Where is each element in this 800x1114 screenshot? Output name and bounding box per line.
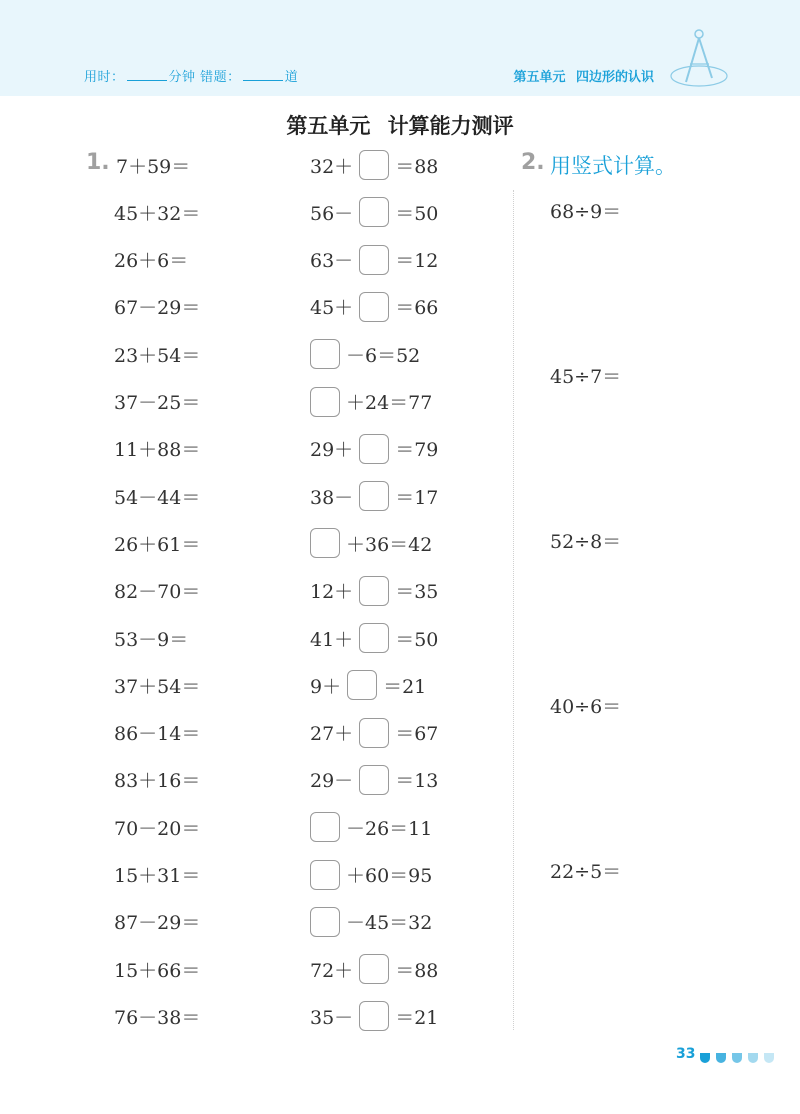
equation-2: 45＋32＝ <box>114 202 201 225</box>
equation-10: 82－70＝ <box>114 581 201 604</box>
answer-box[interactable] <box>347 670 377 700</box>
equation-right-part: ＝88 <box>395 155 439 178</box>
equation-17: 87－29＝ <box>114 912 201 935</box>
equation-19: 76－38＝ <box>114 1006 201 1029</box>
missing-number-equation-16 <box>304 860 432 890</box>
equation-7: 11＋88＝ <box>114 439 201 462</box>
missing-number-equation-13 <box>310 718 438 748</box>
errors-blank <box>243 68 283 81</box>
equation-14: 83＋16＝ <box>114 770 201 793</box>
equation-4: 67－29＝ <box>114 297 201 320</box>
equation-3: 26＋6＝ <box>114 250 189 273</box>
equation-1: 7＋59＝ <box>116 155 191 178</box>
equation-left-part: 56－ <box>310 202 354 225</box>
equation-right-part: ＝35 <box>395 581 439 604</box>
equation-right-part: ＝66 <box>395 297 439 320</box>
answer-box[interactable] <box>359 1001 389 1031</box>
page-decoration <box>700 1048 780 1067</box>
equation-left-part: 9＋ <box>310 675 342 698</box>
equation-right-part: ＋24＝77 <box>346 392 433 414</box>
equation-13: 86－14＝ <box>114 723 201 746</box>
page-number: 33 <box>676 1046 696 1062</box>
equation-right-part: ＋36＝42 <box>346 533 433 556</box>
answer-box[interactable] <box>359 718 389 748</box>
answer-box[interactable] <box>310 387 340 417</box>
answer-box[interactable] <box>359 765 389 795</box>
errors-label: 错题： <box>200 70 241 85</box>
missing-number-equation-2 <box>310 197 438 227</box>
equation-12: 37＋54＝ <box>114 675 201 698</box>
missing-number-equation-10 <box>310 576 438 606</box>
answer-box[interactable] <box>359 481 389 511</box>
section-2-title: 用竖式计算。 <box>550 154 676 178</box>
missing-number-equation-5 <box>304 339 420 369</box>
equation-18: 15＋66＝ <box>114 959 201 982</box>
missing-number-equation-12 <box>310 670 426 700</box>
time-blank <box>127 68 167 81</box>
compass-icon <box>664 24 734 94</box>
missing-number-equation-4 <box>310 292 438 322</box>
answer-box[interactable] <box>359 623 389 653</box>
equation-11: 53－9＝ <box>114 628 189 651</box>
division-problem-3: 52÷8＝ <box>550 530 622 553</box>
drop-icon <box>764 1053 774 1063</box>
answer-box[interactable] <box>359 150 389 180</box>
equation-left-part: 32＋ <box>310 155 354 178</box>
equation-right-part: ＋60＝95 <box>346 865 433 887</box>
equation-right-part: ＝67 <box>395 723 439 746</box>
chapter-label: 四边形的认识 <box>575 70 654 85</box>
equation-right-part: －6＝52 <box>346 344 421 367</box>
equation-left-part: 63－ <box>310 250 354 273</box>
equation-left-part: 29－ <box>310 770 354 793</box>
division-problem-2: 45÷7＝ <box>550 365 622 388</box>
equation-left-part: 12＋ <box>310 581 354 604</box>
missing-number-equation-18 <box>310 954 438 984</box>
equation-right-part: －26＝11 <box>346 817 433 840</box>
missing-number-equation-7 <box>310 434 438 464</box>
minutes-label: 分钟 <box>168 70 196 85</box>
equation-right-part: ＝13 <box>395 770 439 793</box>
answer-box[interactable] <box>310 860 340 890</box>
equation-left-part: 38－ <box>310 486 354 509</box>
equation-left-part: 72＋ <box>310 959 354 982</box>
answer-box[interactable] <box>359 954 389 984</box>
answer-box[interactable] <box>310 339 340 369</box>
drop-icon <box>748 1053 758 1063</box>
missing-number-equation-8 <box>310 481 438 511</box>
equation-left-part: 29＋ <box>310 439 354 462</box>
count-label: 道 <box>284 70 299 85</box>
drop-icon <box>716 1053 726 1063</box>
drop-icon <box>732 1053 742 1063</box>
missing-number-equation-14 <box>310 765 438 795</box>
missing-number-equation-6 <box>304 387 432 417</box>
equation-15: 70－20＝ <box>114 817 201 840</box>
answer-box[interactable] <box>359 576 389 606</box>
page-title: 第五单元 计算能力测评 <box>286 114 514 138</box>
column-divider <box>513 190 514 1030</box>
division-problem-5: 22÷5＝ <box>550 860 622 883</box>
answer-box[interactable] <box>359 245 389 275</box>
equation-right-part: ＝21 <box>395 1006 439 1029</box>
missing-number-equation-1 <box>310 150 438 180</box>
equation-right-part: ＝50 <box>395 202 439 225</box>
answer-box[interactable] <box>310 812 340 842</box>
equation-5: 23＋54＝ <box>114 344 201 367</box>
equation-right-part: ＝12 <box>395 250 439 273</box>
equation-right-part: ＝88 <box>395 959 439 982</box>
equation-left-part: 45＋ <box>310 297 354 320</box>
division-problem-1: 68÷9＝ <box>550 200 622 223</box>
answer-box[interactable] <box>359 434 389 464</box>
equation-left-part: 41＋ <box>310 628 354 651</box>
equation-9: 26＋61＝ <box>114 533 201 556</box>
equation-left-part: 27＋ <box>310 723 354 746</box>
answer-box[interactable] <box>359 292 389 322</box>
missing-number-equation-11 <box>310 623 438 653</box>
equation-6: 37－25＝ <box>114 392 201 414</box>
header-chapter <box>513 66 654 85</box>
equation-right-part: ＝17 <box>395 486 439 509</box>
missing-number-equation-15 <box>304 812 432 842</box>
equation-8: 54－44＝ <box>114 486 201 509</box>
section-2-number: 2. <box>521 150 545 175</box>
equation-left-part: 35－ <box>310 1006 354 1029</box>
unit-label: 第五单元 <box>513 70 566 85</box>
equation-right-part: ＝50 <box>395 628 439 651</box>
equation-right-part: ＝79 <box>395 439 439 462</box>
missing-number-equation-17 <box>304 907 432 937</box>
header-timing <box>84 66 298 85</box>
equation-right-part: ＝21 <box>383 675 427 698</box>
section-1-number: 1. <box>86 150 110 175</box>
division-problem-4: 40÷6＝ <box>550 695 622 718</box>
time-label: 用时： <box>84 70 125 85</box>
missing-number-equation-3 <box>310 245 438 275</box>
answer-box[interactable] <box>310 907 340 937</box>
answer-box[interactable] <box>310 528 340 558</box>
equation-16: 15＋31＝ <box>114 865 201 887</box>
equation-right-part: －45＝32 <box>346 912 433 935</box>
missing-number-equation-9 <box>304 528 432 558</box>
answer-box[interactable] <box>359 197 389 227</box>
missing-number-equation-19 <box>310 1001 438 1031</box>
drop-icon <box>700 1053 710 1063</box>
